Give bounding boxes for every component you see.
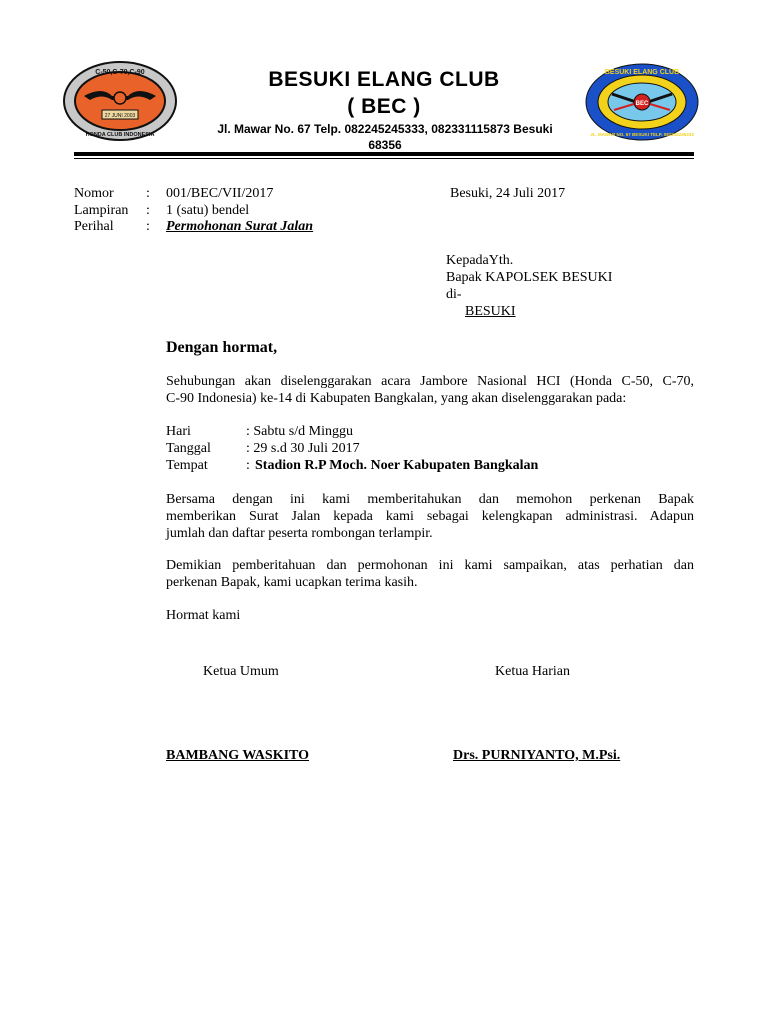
org-abbrev: ( BEC ) — [347, 95, 421, 118]
signature-name-ketua-umum: BAMBANG WASKITO — [166, 748, 310, 763]
org-title: BESUKI ELANG CLUB — [268, 68, 500, 91]
recipient-line4: BESUKI — [465, 304, 516, 319]
header-rule-thick — [74, 152, 694, 156]
meta-label-lampiran: Lampiran — [74, 203, 129, 218]
paragraph-2-line2: memberikan Surat Jalan kepada kami sebagai kelengkapan administrasi. Adapun — [166, 509, 694, 524]
letter-date: Besuki, 24 Juli 2017 — [450, 186, 566, 201]
meta-sep-lampiran: : — [146, 203, 150, 218]
closing: Hormat kami — [166, 608, 241, 623]
paragraph-1 — [166, 373, 694, 407]
greeting: Dengan hormat, — [166, 339, 278, 356]
paragraph-3 — [166, 557, 694, 591]
paragraph-1-line1: Sehubungan akan diselenggarakan acara Jambore Nasional HCI (Honda C-50, C-70, — [166, 374, 694, 389]
signature-role-ketua-harian: Ketua Harian — [495, 664, 571, 679]
recipient-line3: di- — [446, 287, 462, 302]
paragraph-1-line2: C-90 Indonesia) ke-14 di Kabupaten Bangkalan, yang akan diselenggarakan pada: — [166, 391, 627, 406]
header-rule-thin — [74, 158, 694, 159]
meta-value-perihal: Permohonan Surat Jalan — [166, 219, 314, 234]
org-address-line2: 68356 — [368, 138, 402, 152]
left-logo-badge: 27 JUNI 2003 — [104, 113, 136, 119]
meta-sep-perihal: : — [146, 219, 150, 234]
meta-sep-nomor: : — [146, 186, 150, 201]
meta-label-perihal: Perihal — [74, 219, 114, 234]
recipient-line2: Bapak KAPOLSEK BESUKI — [446, 270, 613, 285]
event-value-tanggal: : 29 s.d 30 Juli 2017 — [246, 441, 360, 456]
org-address-line1: Jl. Mawar No. 67 Telp. 082245245333, 082331115873 Besuki — [217, 122, 553, 136]
meta-value-nomor: 001/BEC/VII/2017 — [166, 186, 274, 201]
event-label-hari: Hari — [166, 424, 191, 439]
paragraph-2-line3: jumlah dan daftar peserta rombongan terlampir. — [166, 526, 433, 541]
event-value-tempat: Stadion R.P Moch. Noer Kabupaten Bangkalan — [255, 458, 539, 473]
left-logo-text-top: C-50,C-70,C-90 — [95, 69, 145, 76]
signature-role-ketua-umum: Ketua Umum — [203, 664, 279, 679]
left-logo-text-bottom: HONDA CLUB INDONESIA — [85, 132, 155, 138]
event-sep-tempat: : — [246, 458, 254, 473]
paragraph-3-line1: Demikian pemberitahuan dan permohonan ini kami sampaikan, atas perhatian dan — [166, 558, 694, 573]
paragraph-2-line1: Bersama dengan ini kami memberitahukan dan memohon perkenan Bapak — [166, 492, 694, 507]
event-label-tanggal: Tanggal — [166, 441, 211, 456]
event-value-hari: : Sabtu s/d Minggu — [246, 424, 353, 439]
meta-label-nomor: Nomor — [74, 186, 114, 201]
signature-name-ketua-harian: Drs. PURNIYANTO, M.Psi. — [453, 748, 621, 763]
meta-value-lampiran: 1 (satu) bendel — [166, 203, 250, 218]
event-label-tempat: Tempat — [166, 458, 208, 473]
paragraph-2 — [166, 491, 694, 542]
right-logo-text-bottom: JL. MAWAR NO. 67 BESUKI TELP. 082245245333 — [590, 132, 694, 137]
paragraph-3-line2: perkenan Bapak, kami ucapkan terima kasih. — [166, 575, 418, 590]
right-logo-badge: BEC — [635, 101, 649, 107]
right-logo-text-top: BESUKI ELANG CLUB — [604, 69, 680, 76]
recipient-line1: KepadaYth. — [446, 253, 514, 268]
